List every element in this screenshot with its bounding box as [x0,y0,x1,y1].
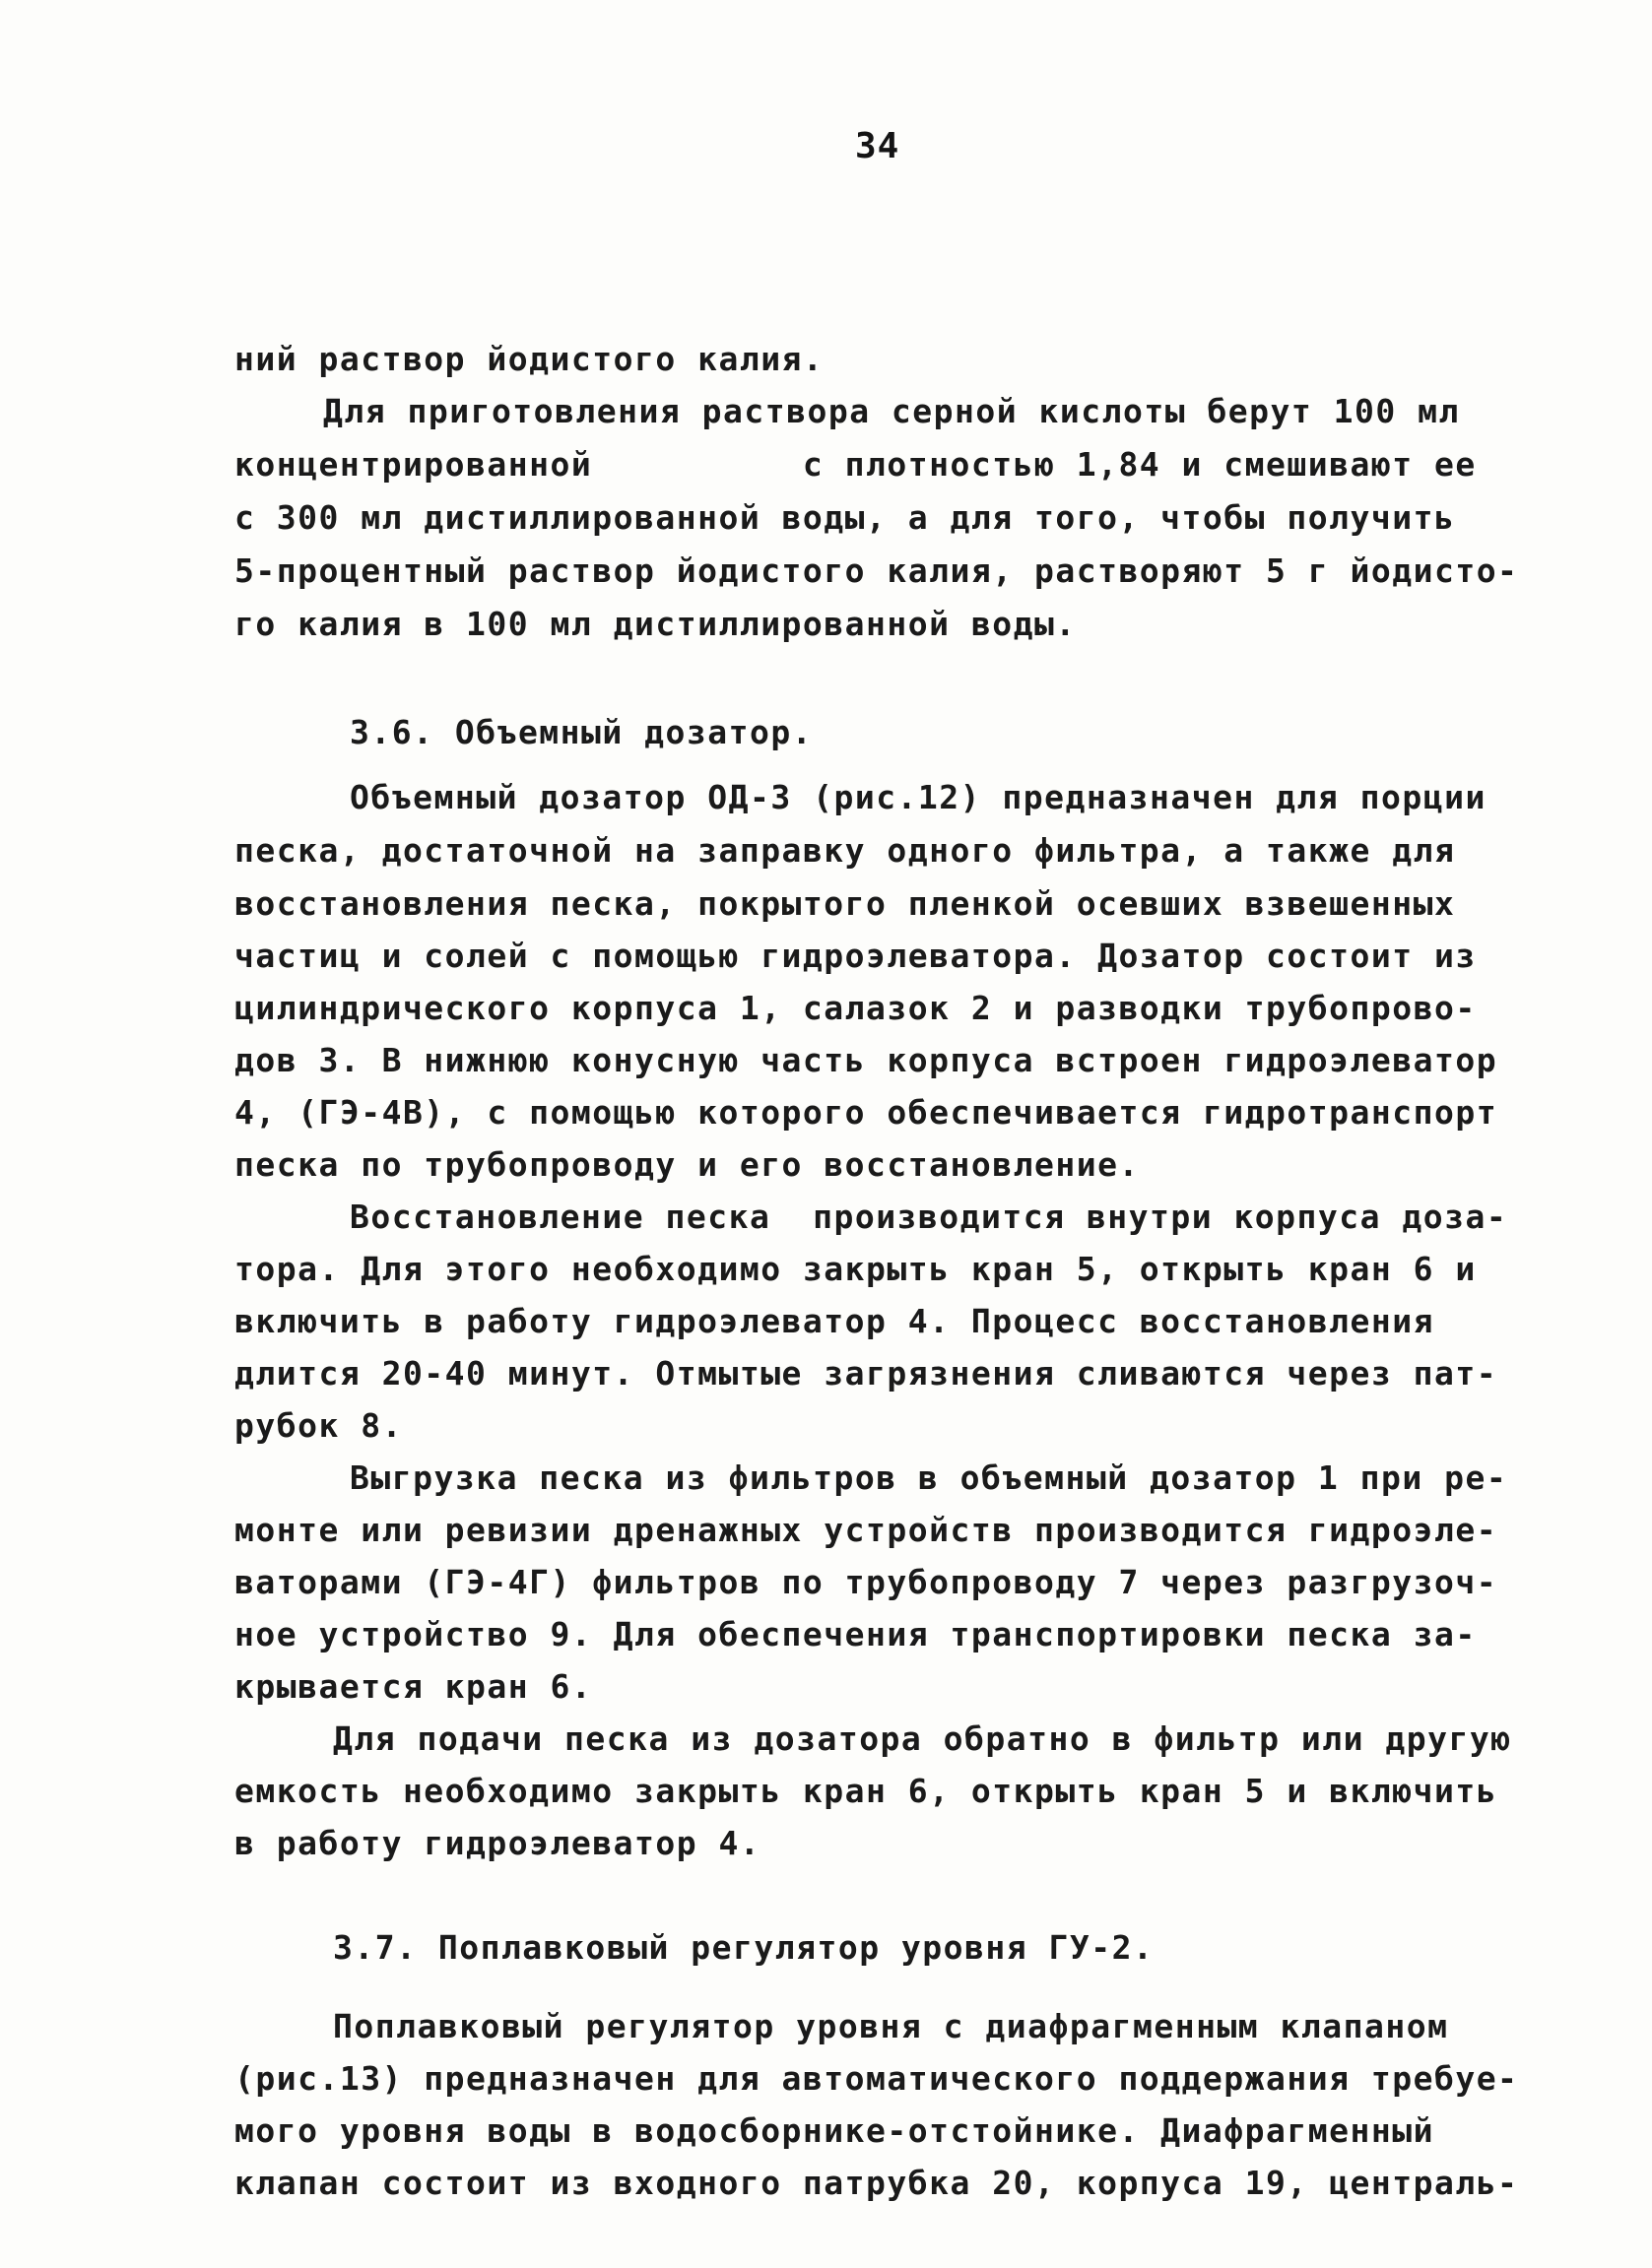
text-line: го калия в 100 мл дистиллированной воды. [234,605,1077,643]
text-line: концентрированной с плотностью 1,84 и смешивают ее [234,445,1477,484]
text-line: Восстановление песка производится внутри корпуса доза- [350,1198,1508,1236]
text-line: Для подачи песка из дозатора обратно в фильтр или другую [333,1719,1512,1758]
text-line: песка по трубопроводу и его восстановление. [234,1145,1140,1184]
text-line: крывается кран 6. [234,1667,593,1706]
text-line: в работу гидроэлеватор 4. [234,1824,761,1862]
text-line: Поплавковый регулятор уровня с диафрагменным клапаном [333,2007,1449,2045]
text-line: монте или ревизии дренажных устройств производится гидроэле- [234,1511,1498,1549]
text-line: 4, (ГЭ-4В), с помощью которого обеспечивается гидротранспорт [234,1093,1498,1132]
text-line: тора. Для этого необходимо закрыть кран 5, открыть кран 6 и [234,1250,1477,1288]
text-line: с 300 мл дистиллированной воды, а для того, чтобы получить [234,498,1456,537]
text-line: 5-процентный раствор йодистого калия, растворяют 5 г йодисто- [234,551,1519,590]
text-line: (рис.13) предназначен для автоматического поддержания требуе- [234,2059,1519,2098]
text-line: ваторами (ГЭ-4Г) фильтров по трубопроводу 7 через разгрузоч- [234,1563,1498,1601]
text-line: ний раствор йодистого калия. [234,340,825,378]
text-line: мого уровня воды в водосборнике-отстойнике. Диафрагменный [234,2111,1434,2150]
text-line: Объемный дозатор ОД-3 (рис.12) предназначен для порции [350,778,1487,816]
text-line: включить в работу гидроэлеватор 4. Процесс восстановления [234,1302,1434,1340]
section-heading: 3.6. Объемный дозатор. [350,713,814,751]
text-line: ное устройство 9. Для обеспечения транспортировки песка за- [234,1615,1477,1653]
text-line: частиц и солей с помощью гидроэлеватора. Дозатор состоит из [234,937,1477,975]
page-number: 34 [855,126,900,166]
text-line: дов 3. В нижнюю конусную часть корпуса встроен гидроэлеватор [234,1041,1498,1079]
section-heading: 3.7. Поплавковый регулятор уровня ГУ-2. [333,1928,1155,1967]
text-line: клапан состоит из входного патрубка 20, корпуса 19, централь- [234,2164,1519,2202]
text-line: рубок 8. [234,1406,403,1445]
text-line: Для приготовления раствора серной кислоты берут 100 мл [323,392,1460,430]
text-line: восстановления песка, покрытого пленкой осевших взвешенных [234,884,1456,923]
text-line: песка, достаточной на заправку одного фильтра, а также для [234,831,1456,870]
text-line: емкость необходимо закрыть кран 6, открыть кран 5 и включить [234,1772,1498,1810]
text-line: цилиндрического корпуса 1, салазок 2 и разводки трубопрово- [234,989,1477,1027]
text-line: Выгрузка песка из фильтров в объемный дозатор 1 при ре- [350,1458,1508,1497]
text-line: длится 20-40 минут. Отмытые загрязнения сливаются через пат- [234,1354,1498,1393]
